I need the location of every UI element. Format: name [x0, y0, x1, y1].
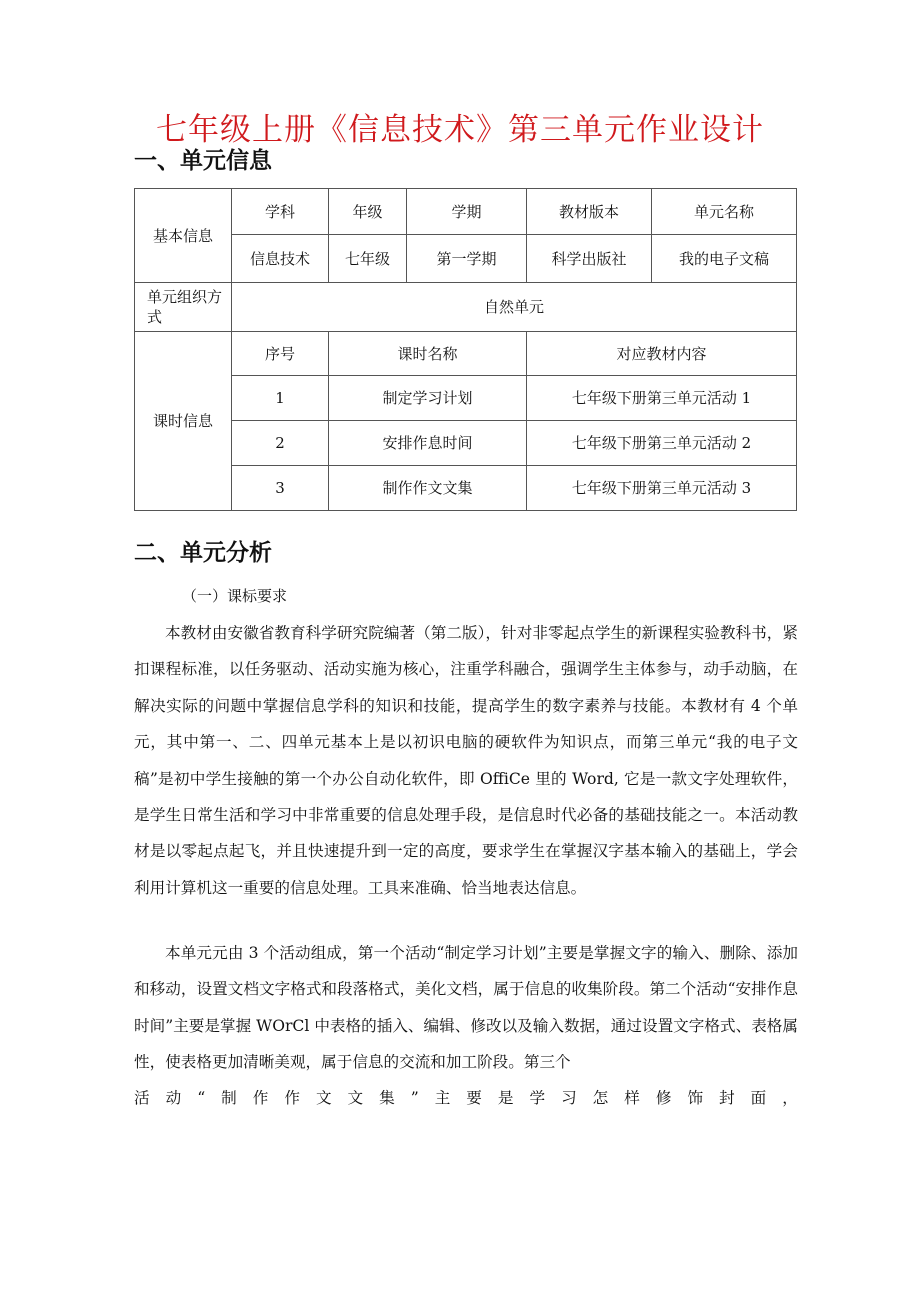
section-heading-unit-analysis: 二、单元分析	[134, 540, 272, 566]
org-value: 自然单元	[232, 283, 797, 332]
spread-char: 文	[315, 1089, 332, 1107]
spread-char: 修	[655, 1089, 672, 1107]
spread-char: 作	[284, 1089, 300, 1107]
lesson-name: 制定学习计划	[329, 376, 527, 421]
spread-char: 集	[379, 1089, 395, 1107]
paragraph-2-last-line	[134, 1080, 798, 1116]
spread-char: 是	[497, 1089, 514, 1107]
spread-char: 主	[434, 1089, 451, 1107]
org-label: 单元组织方式	[135, 283, 232, 332]
header-lesson-name: 课时名称	[329, 332, 527, 376]
value-subject: 信息技术	[232, 235, 329, 283]
spread-char: ”	[410, 1089, 419, 1107]
spread-char: 制	[221, 1089, 237, 1107]
paragraph-2: 本单元元由 3 个活动组成，第一个活动“制定学习计划”主要是掌握文字的输入、删除、添加和移动，设置文档文字格式和段落格式，美化文档，属于信息的收集阶段。第二个活动“安排作息时间”主要是掌握 WOrCl 中表格的插入、编辑、修改以及输入数据，通过设置文字格式、表格属性，使表格更加清晰美观，属于信息的交流和加工阶段。第三个	[134, 944, 798, 1072]
table-row	[135, 421, 797, 466]
sub-heading-curriculum: （一）课标要求	[182, 587, 288, 605]
basic-info-label: 基本信息	[135, 189, 232, 283]
paragraph-1: 本教材由安徽省教育科学研究院编著（第二版），针对非零起点学生的新课程实验教科书，紧扣课程标准，以任务驱动、活动实施为核心，注重学科融合，强调学生主体参与，动手动脑，在解决实际的问题中掌握信息学科的知识和技能，提高学生的数字素养与技能。本教材有 4 个单元，其中第一、二、四单元基本上是以初识电脑的硬软件为知识点，而第三单元“我的电子文稿”是初中学生接触的第一个办公自动化软件，即 OffiCe 里的 Word, 它是一款文字处理软件，是学生日常生活和学习中非常重要的信息处理手段，是信息时代必备的基础技能之一。本活动教材是以零起点起飞，并且快速提升到一定的高度，要求学生在掌握汉字基本输入的基础上，学会利用计算机这一重要的信息处理。工具来准确、恰当地表达信息。	[134, 624, 798, 897]
spread-char: 样	[624, 1089, 640, 1107]
table-row	[135, 376, 797, 421]
lesson-name: 制作作文文集	[329, 466, 527, 511]
document-title: 七年级上册《信息技术》第三单元作业设计	[156, 112, 764, 148]
spread-char: 饰	[687, 1089, 704, 1107]
spread-char: 活	[134, 1089, 150, 1107]
lesson-info-label: 课时信息	[135, 332, 232, 511]
lesson-content: 七年级下册第三单元活动 2	[527, 421, 797, 466]
spread-char: 动	[165, 1089, 182, 1107]
spread-char: 学	[529, 1089, 546, 1107]
value-edition: 科学出版社	[527, 235, 652, 283]
lesson-no: 3	[232, 466, 329, 511]
lesson-content: 七年级下册第三单元活动 1	[527, 376, 797, 421]
spread-char: 习	[561, 1089, 577, 1107]
lesson-no: 2	[232, 421, 329, 466]
value-grade: 七年级	[329, 235, 407, 283]
header-subject: 学科	[232, 189, 329, 235]
spread-char: 封	[719, 1089, 735, 1107]
spread-char: 要	[466, 1089, 482, 1107]
spread-char: 怎	[592, 1089, 609, 1107]
lesson-name: 安排作息时间	[329, 421, 527, 466]
lesson-content: 七年级下册第三单元活动 3	[527, 466, 797, 511]
header-term: 学期	[407, 189, 527, 235]
section-heading-unit-info: 一、单元信息	[134, 148, 272, 174]
lesson-no: 1	[232, 376, 329, 421]
header-lesson-content: 对应教材内容	[527, 332, 797, 376]
header-grade: 年级	[329, 189, 407, 235]
unit-info-table	[134, 188, 797, 511]
header-lesson-no: 序号	[232, 332, 329, 376]
value-term: 第一学期	[407, 235, 527, 283]
header-edition: 教材版本	[527, 189, 652, 235]
spread-char: 面	[750, 1089, 767, 1107]
table-row	[135, 466, 797, 511]
value-unit-name: 我的电子文稿	[652, 235, 797, 283]
spread-char: “	[197, 1089, 206, 1107]
header-unit-name: 单元名称	[652, 189, 797, 235]
spread-char: ，	[782, 1089, 798, 1107]
spread-char: 作	[252, 1089, 269, 1107]
spread-char: 文	[347, 1089, 364, 1107]
